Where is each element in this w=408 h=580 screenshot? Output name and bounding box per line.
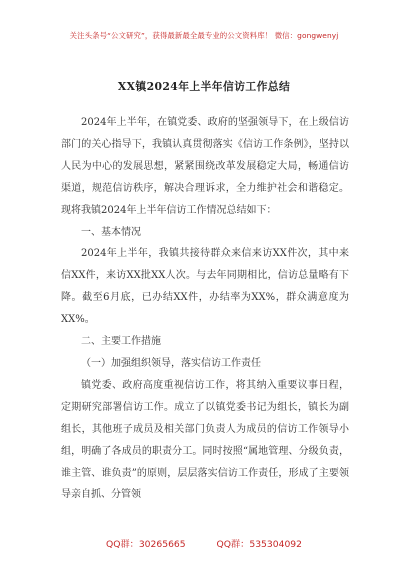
subsection-heading-organization: （一）加强组织领导，落实信访工作责任 — [81, 357, 261, 369]
qq-group-1: QQ群：30265665 — [106, 539, 186, 550]
organization-paragraph: 镇党委、政府高度重视信访工作，将其纳入重要议事日程，定期研究部署信访工作。成立了以镇党委书记为组长，镇长为副组长，其他班子成员及相关部门负责人为成员的信访工作领导小组，明确了各成员的职责分工。同时按照“属地管理、分级负责，谁主管、谁负责”的原则，层层落实信访工作责任，形成了主要领导亲自抓、分管领 — [61, 379, 349, 501]
document-body — [61, 112, 349, 506]
intro-paragraph: 2024年上半年，在镇党委、政府的坚强领导下，在上级信访部门的关心指导下，我镇认真贯彻落实《信访工作条例》，坚持以人民为中心的发展思想，紧紧围绕改革发展稳定大局，畅通信访渠道，规范信访秩序，解决合理诉求，全力维护社会和谐稳定。现将我镇2024年上半年信访工作情况总结如下： — [61, 117, 349, 216]
basic-situation-paragraph: 2024年上半年，我镇共接待群众来信来访XX件次，其中来信XX件，来访XX批XX人次。与去年同期相比，信访总量略有下降。截至6月底，已办结XX件，办结率为XX%，群众满意度为XX%。 — [61, 248, 349, 326]
header-banner: 关注头条号“公文研究”，获得最新最全最专业的公文资料库！ 微信：gongwenyj — [69, 31, 339, 40]
section-heading-measures: 二、主要工作措施 — [81, 336, 161, 348]
document-title: XX镇2024年上半年信访工作总结 — [117, 80, 291, 93]
footer-contacts — [0, 536, 408, 550]
section-heading-basic: 一、基本情况 — [81, 226, 141, 238]
qq-group-2: QQ群：535304092 — [216, 539, 302, 550]
